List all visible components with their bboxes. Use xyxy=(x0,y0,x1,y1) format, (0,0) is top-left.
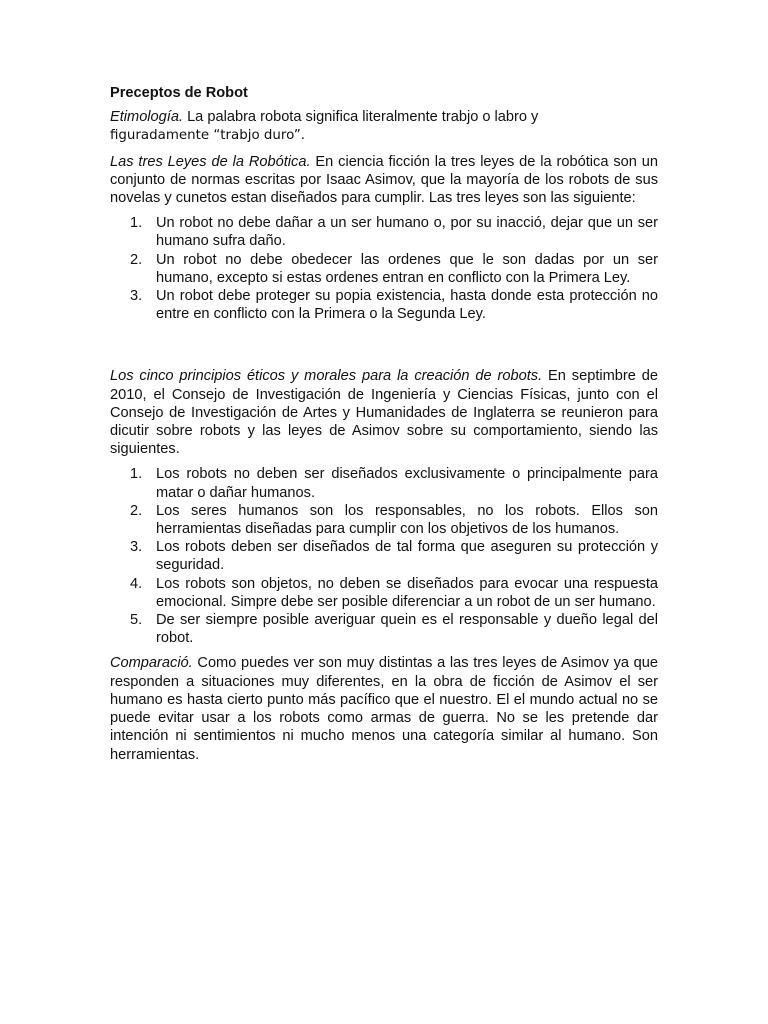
etymology-lead: Etimología. xyxy=(110,109,184,126)
list-item-text: De ser siempre posible averiguar quein es el responsable y dueño legal del robot. xyxy=(156,612,658,647)
comparison-paragraph xyxy=(110,654,658,763)
principles-lead: Los cinco principios éticos y morales para la creación de robots. xyxy=(110,368,543,385)
document-title: Preceptos de Robot xyxy=(110,85,248,101)
list-item-number: 3. xyxy=(130,539,143,556)
laws-paragraph xyxy=(110,153,658,208)
laws-text: En ciencia ficción la tres leyes de la robótica son un conjunto de normas escritas por Isaac Asimov, que la mayoría de los robots de sus novelas y cunetos estan diseñados para cumplir. Las tres leyes son las siguiente: xyxy=(110,153,658,207)
section-spacer xyxy=(110,330,658,367)
list-item-text: Los robots deben ser diseñados de tal forma que aseguren su protección y seguridad. xyxy=(156,539,658,574)
list-item xyxy=(110,465,658,501)
list-item xyxy=(110,214,658,250)
list-item-text: Los seres humanos son los responsables, no los robots. Ellos son herramientas diseñadas para cumplir con los objetivos de los humanos. xyxy=(156,502,658,538)
principles-text: En septimbre de 2010, el Consejo de Investigación de Ingeniería y Ciencias Físicas, junto con el Consejo de Investigación de Artes y Humanidades de Inglaterra se reunieron para dicutir sobre robots y las leyes de Asimov sobre su comportamiento, siendo las siguientes. xyxy=(110,368,658,458)
etymology-paragraph xyxy=(110,108,658,145)
principles-paragraph xyxy=(110,367,658,458)
list-item-text: Los robots son objetos, no deben se diseñados para evocar una respuesta emocional. Simpre debe ser posible diferenciar a un robot de un ser humano. xyxy=(156,575,658,610)
list-item xyxy=(110,287,658,323)
list-item xyxy=(110,538,658,574)
list-item-number: 1. xyxy=(130,215,143,232)
list-item-number: 2. xyxy=(130,251,143,268)
comparison-text: Como puedes ver son muy distintas a las tres leyes de Asimov ya que responden a situaciones muy diferentes, en la obra de ficción de Asimov el ser humano es hasta cierto punto más pacífico que el nuestro. El el mundo actual no se puede evitar usar a los robots como armas de guerra. No se les pretende dar intención ni sentimientos ni mucho menos una categoría similar al humano. Son herramientas. xyxy=(110,655,658,763)
list-item-number: 1. xyxy=(130,466,143,483)
list-item-number: 3. xyxy=(130,288,143,305)
list-item-text: Un robot no debe dañar a un ser humano o, por su inacció, dejar que un ser humano sufra daño. xyxy=(156,215,658,250)
list-item-text: Un robot debe proteger su popia existencia, hasta donde esta protección no entre en conflicto con la Primera o la Segunda Ley. xyxy=(156,288,658,323)
list-item xyxy=(110,502,658,538)
laws-list xyxy=(110,214,658,323)
list-item xyxy=(110,251,658,287)
comparison-lead: Comparació. xyxy=(110,655,193,672)
list-item-number: 4. xyxy=(130,575,143,592)
list-item-number: 2. xyxy=(130,502,143,519)
etymology-text: La palabra robota significa literalmente trabjo o labro y xyxy=(183,109,539,126)
principles-list xyxy=(110,465,658,647)
laws-lead: Las tres Leyes de la Robótica. xyxy=(110,153,311,170)
list-item-text: Un robot no debe obedecer las ordenes que le son dadas por un ser humano, excepto si estas ordenes entran en conflicto con la Primera Ley. xyxy=(156,251,658,286)
list-item xyxy=(110,575,658,611)
list-item xyxy=(110,611,658,647)
list-item-text: Los robots no deben ser diseñados exclusivamente o principalmente para matar o dañar humanos. xyxy=(156,466,658,501)
document-page xyxy=(110,84,658,771)
list-item-number: 5. xyxy=(130,612,143,629)
etymology-text-continued: figuradamente “trabjo duro”. xyxy=(110,128,306,144)
